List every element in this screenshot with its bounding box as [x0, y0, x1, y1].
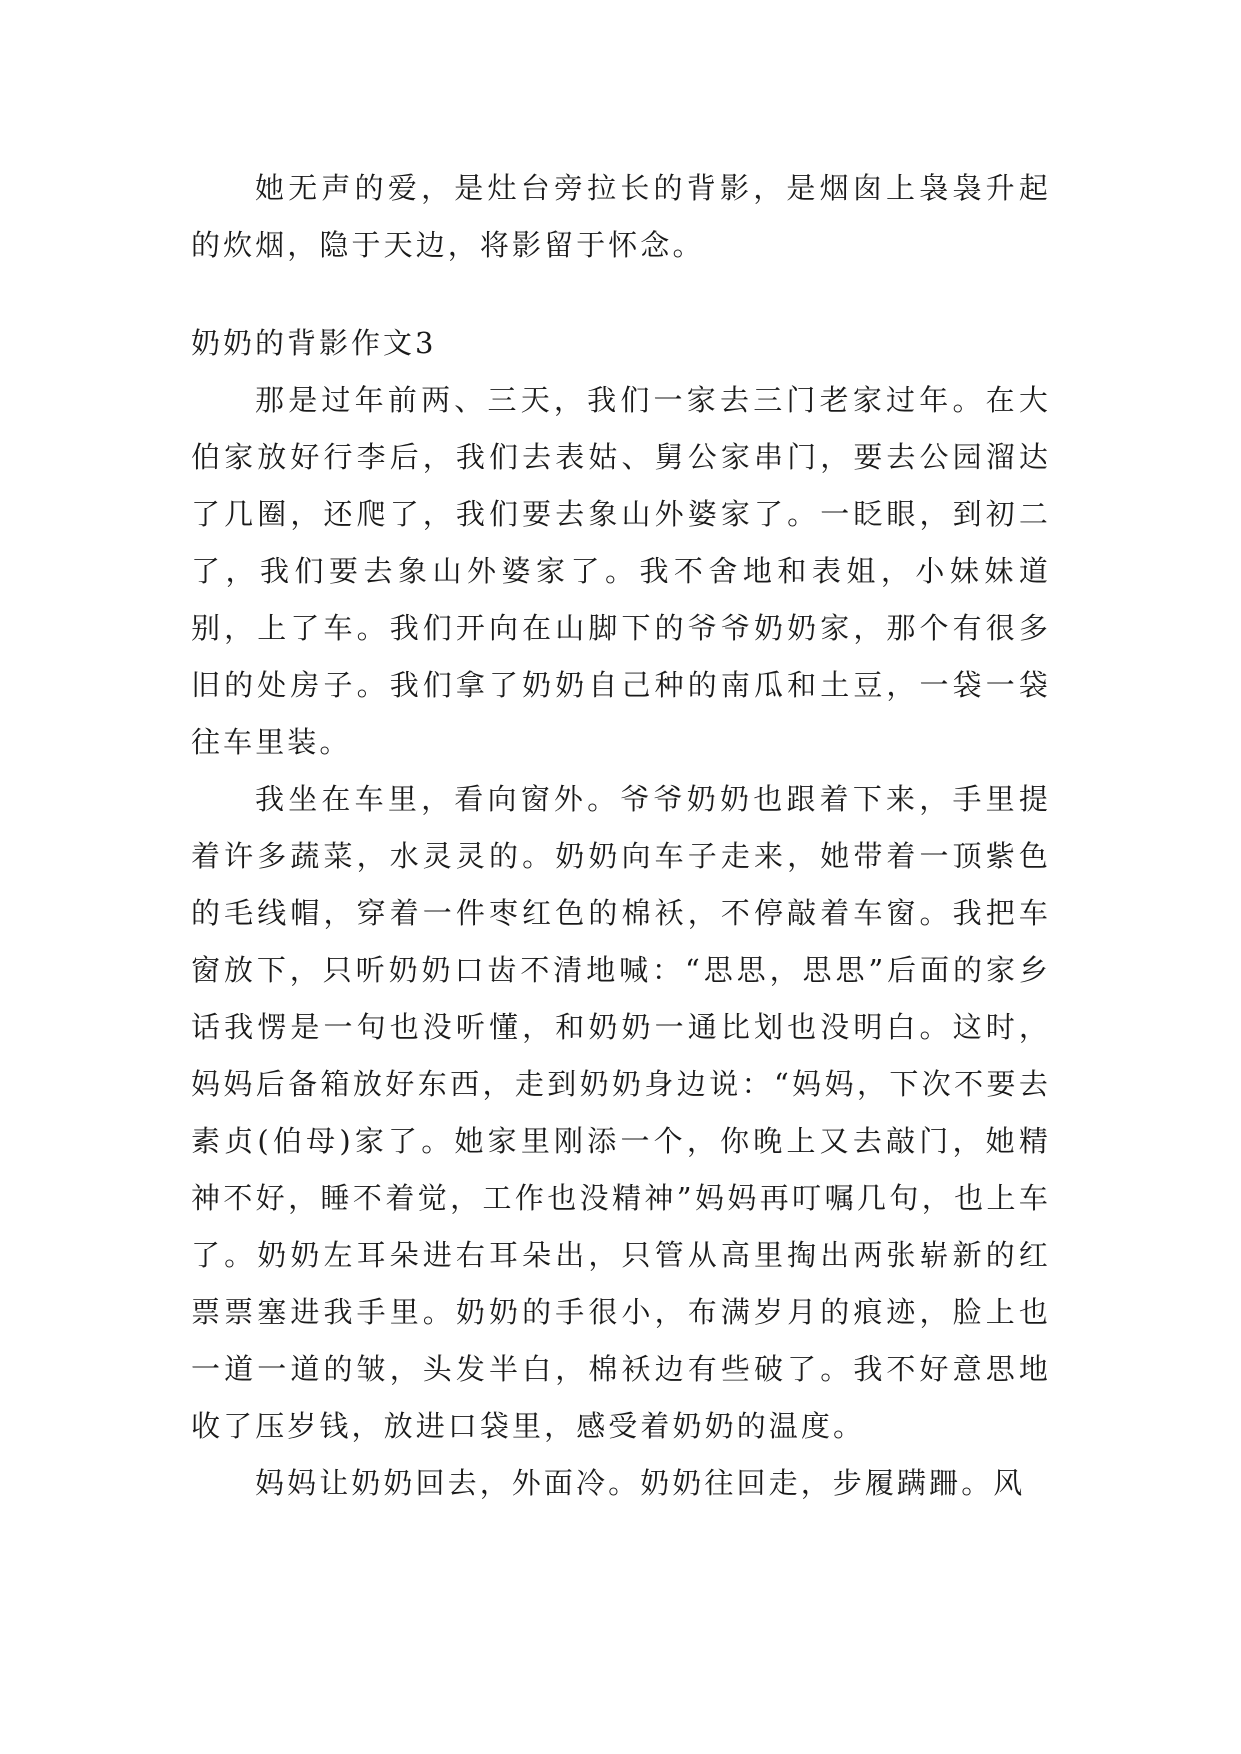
body-paragraph-3: 妈妈让奶奶回去，外面冷。奶奶往回走，步履蹒跚。风	[255, 1466, 1026, 1500]
body-paragraph-2: 我坐在车里，看向窗外。爷爷奶奶也跟着下来，手里提着许多蔬菜，水灵灵的。奶奶向车子走来，她带着一顶紫色的毛线帽，穿着一件枣红色的棉袄，不停敲着车窗。我把车窗放下，只听奶奶口齿不清地喊：“思思，思思”后面的家乡话我愣是一句也没听懂，和奶奶一通比划也没明白。这时，妈妈后备箱放好东西，走到奶奶身边说：“妈妈，下次不要去素贞(伯母)家了。她家里刚添一个，你晚上又去敲门，她精神不好，睡不着觉，工作也没精神”妈妈再叮嘱几句，也上车了。奶奶左耳朵进右耳朵出，只管从高里掏出两张崭新的红票票塞进我手里。奶奶的手很小，布满岁月的痕迹，脸上也一道一道的皱，头发半白，棉袄边有些破了。我不好意思地收了压岁钱，放进口袋里，感受着奶奶的温度。	[191, 782, 1051, 1443]
intro-paragraph: 她无声的爱，是灶台旁拉长的背影，是烟囱上袅袅升起的炊烟，隐于天边，将影留于怀念。	[191, 171, 1051, 262]
essay-heading: 奶奶的背影作文3	[191, 326, 437, 360]
document-body	[191, 160, 1051, 1512]
body-paragraph-1: 那是过年前两、三天，我们一家去三门老家过年。在大伯家放好行李后，我们去表姑、舅公家串门，要去公园溜达了几圈，还爬了，我们要去象山外婆家了。一眨眼，到初二了，我们要去象山外婆家了。我不舍地和表姐，小妹妹道别，上了车。我们开向在山脚下的爷爷奶奶家，那个有很多旧的处房子。我们拿了奶奶自己种的南瓜和土豆，一袋一袋往车里装。	[191, 383, 1051, 759]
